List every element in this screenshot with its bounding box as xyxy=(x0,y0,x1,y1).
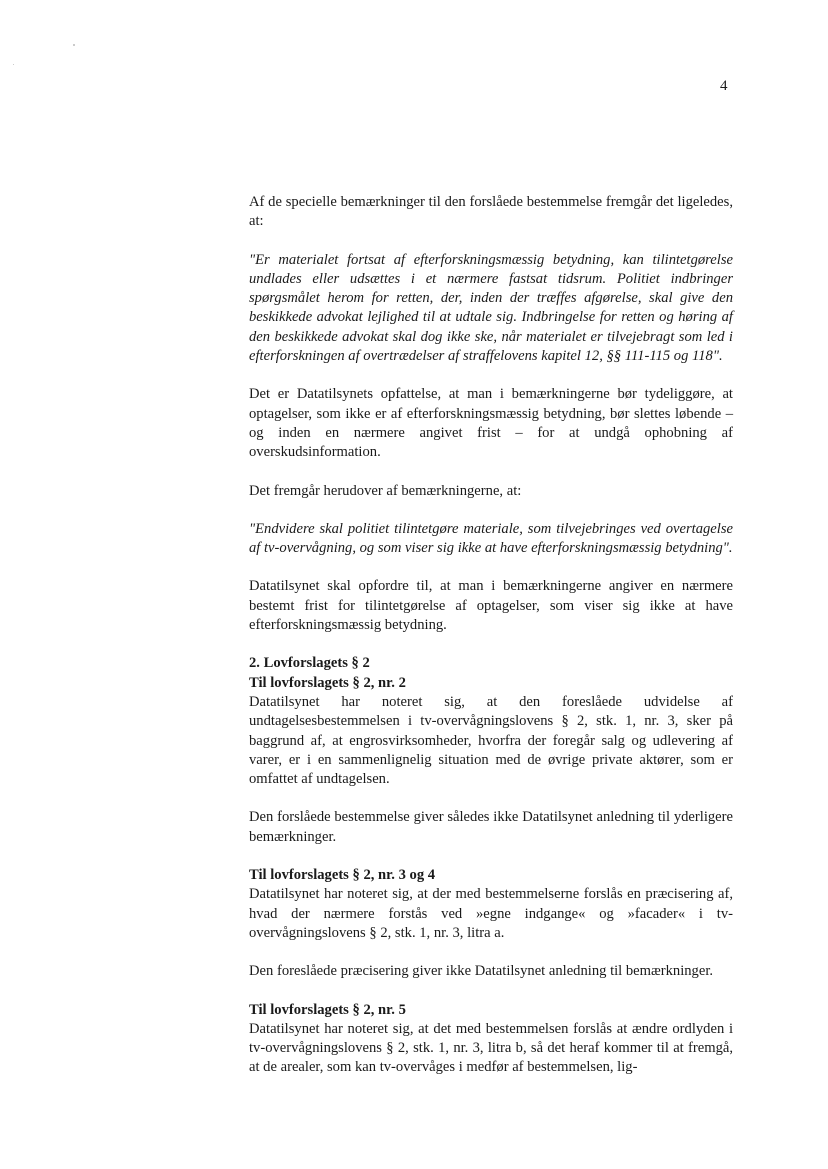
paragraph: Det fremgår herudover af bemærkningerne, at: xyxy=(249,482,522,499)
paragraph: Den foreslåede præcisering giver ikke Datatilsynet anledning til bemærkninger. xyxy=(249,963,714,980)
paragraph: Den forslåede bestemmelse giver således ikke Datatilsynet anledning til yderligere bemærkninger. xyxy=(249,809,733,845)
section-block xyxy=(249,866,733,943)
quote-paragraph: "Endvidere skal politiet tilintetgøre materiale, som tilvejebringes ved overtagelse af tv-overvågning, og som viser sig ikke at have efterforskningsmæssig betydning". xyxy=(249,520,733,557)
letter-body xyxy=(249,193,733,1097)
section-block xyxy=(249,1001,733,1078)
subsection-heading: Til lovforslagets § 2, nr. 2 xyxy=(249,674,406,691)
scan-speck xyxy=(73,44,75,46)
paragraph: Datatilsynet har noteret sig, at den foreslåede udvidelse af undtagelsesbestemmelsen i tv-overvågningslovens § 2, stk. 1, nr. 3, sker på baggrund af, at engrosvirksomheder, hvorfra der foregår salg og udlevering af varer, er i en sammenlignelig situation med de øvrige private aktører, som er omfattet af undtagelsen. xyxy=(249,693,733,788)
paragraph: Datatilsynet har noteret sig, at det med bestemmelsen forslås at ændre ordlyden i tv-overvågningslovens § 2, stk. 1, nr. 3, litra b, så det heraf kommer til at fremgå, at de arealer, som kan tv-overvåges i medfør af bestemmelsen, lig- xyxy=(249,1020,733,1076)
paragraph: Datatilsynet skal opfordre til, at man i bemærkningerne angiver en nærmere bestemt frist for tilintetgørelse af optagelser, som viser sig ikke at have efterforskningsmæssig betydning. xyxy=(249,578,733,634)
paragraph: Af de specielle bemærkninger til den forslåede bestemmelse fremgår det ligeledes, at: xyxy=(249,194,733,230)
subsection-heading: Til lovforslagets § 2, nr. 3 og 4 xyxy=(249,867,436,884)
paragraph: Datatilsynet har noteret sig, at der med bestemmelserne forslås en præcisering af, hvad der nærmere forstås ved »egne indgange« og »facader« i tv-overvågningslovens § 2, stk. 1, nr. 3, litra a. xyxy=(249,886,733,941)
subsection-heading: Til lovforslagets § 2, nr. 5 xyxy=(249,1001,406,1018)
paragraph: Det er Datatilsynets opfattelse, at man i bemærkningerne bør tydeliggøre, at optagelser, som ikke er af efterforskningsmæssig betydning, bør slettes løbende – og inden en nærmere angivet frist – for at undgå ophobning af overskudsinformation. xyxy=(249,386,733,461)
section-heading: 2. Lovforslagets § 2 xyxy=(249,655,370,672)
page-number: 4 xyxy=(720,78,728,94)
section-block xyxy=(249,654,733,789)
quote-paragraph: "Er materialet fortsat af efterforskningsmæssig betydning, kan tilintetgørelse undlades eller udsættes i et nærmere fastsat tidsrum. Politiet indbringer spørgsmålet herom for retten, der, inden der træffes afgørelse, skal give den beskikkede advokat lejlighed til at udtale sig. Indbringelse for retten og høring af den beskikkede advokat skal dog ikke ske, når materialet er tilvejebragt som led i efterforskningen af overtrædelser af straffelovens kapitel 12, §§ 111-115 og 118". xyxy=(249,251,733,365)
scan-speck xyxy=(13,64,14,65)
